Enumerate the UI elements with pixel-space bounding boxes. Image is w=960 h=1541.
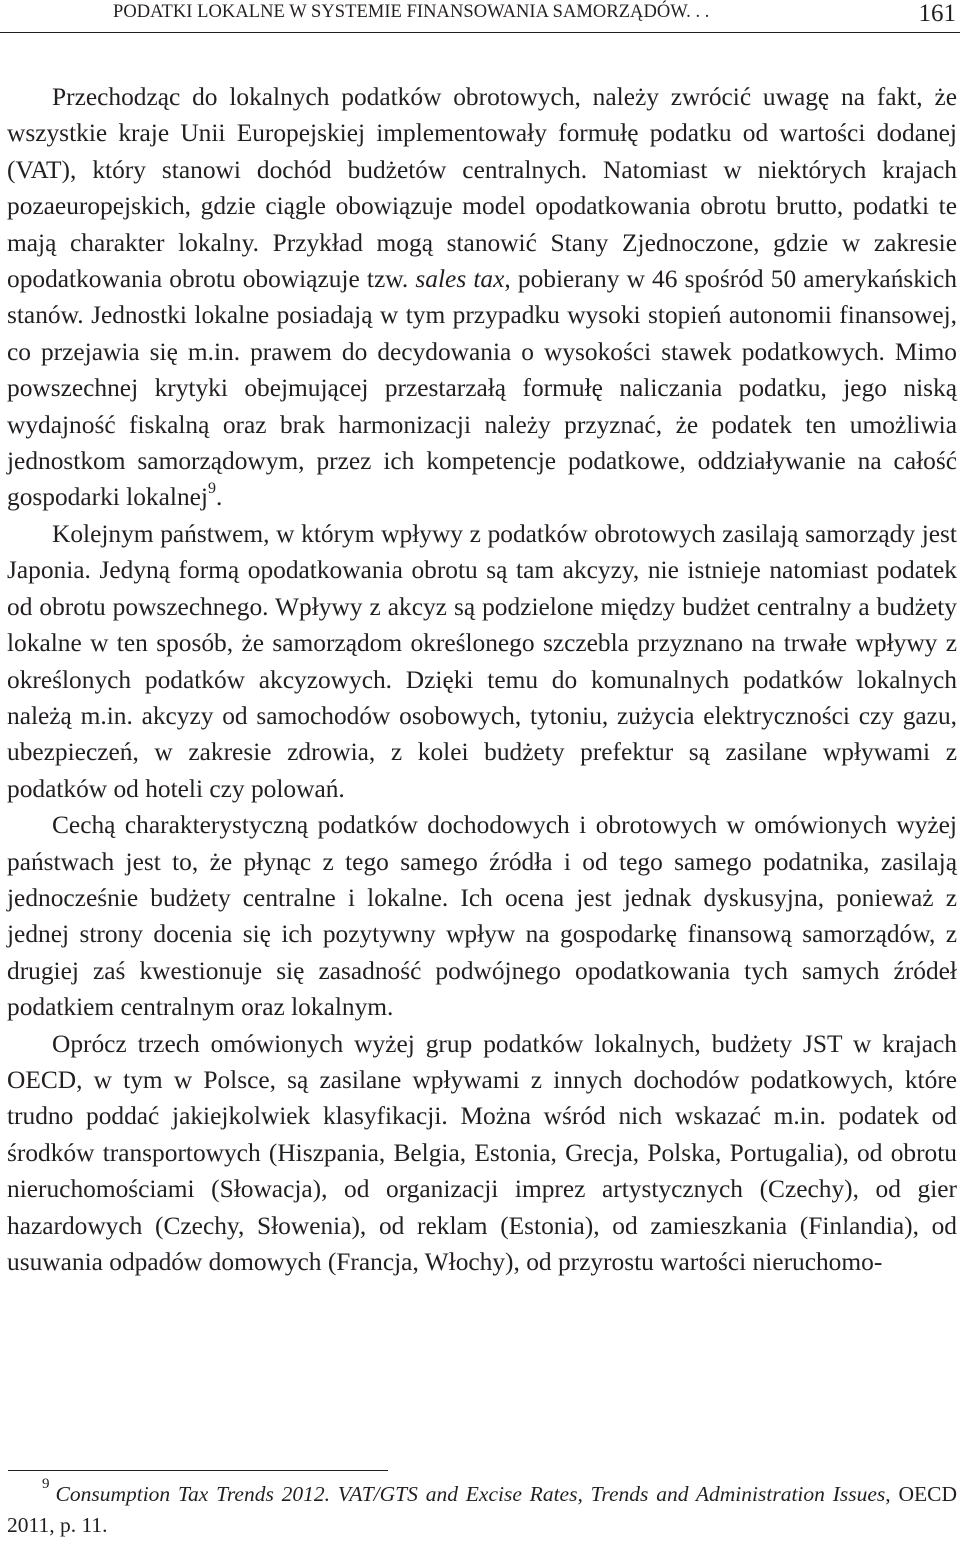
- paragraph-2: Kolejnym państwem, w którym wpływy z podatków obrotowych zasilają samorządy jest Japonia. Jedyną formą opodatkowania obrotu są tam akcyzy, nie istnieje natomiast podatek od obrotu powszechnego. Wpływy z akcyz są podzielone między budżet centralny a budżety lokalne w ten sposób, że samorządom określonego szczebla przyznano na trwałe wpływy z określonych podatków akcyzowych. Dzięki temu do komunalnych podatków lokalnych należą m.in. akcyzy od samochodów osobowych, tytoniu, zużycia elektryczności czy gazu, ubezpieczeń, w zakresie zdrowia, z kolei budżety prefektur są zasilane wpływami z podatków od hoteli czy polowań.: [7, 519, 957, 803]
- footnote-divider: [8, 1470, 388, 1471]
- paragraph-3: Cechą charakterystyczną podatków dochodowych i obrotowych w omówionych wyżej państwach jest to, że płynąc z tego samego źródła i od tego samego podatnika, zasilają jednocześnie budżety centralne i lokalne. Ich ocena jest jednak dyskusyjna, ponieważ z jednej strony docenia się ich pozytywny wpływ na gospodarkę finansową samorządów, z drugiej zaś kwestionuje się zasadność podwójnego opodatkowania tych samych źródeł podatkiem centralnym oraz lokalnym.: [7, 811, 957, 1022]
- body-text: [7, 79, 957, 1280]
- page-number: 161: [918, 0, 956, 27]
- footnote: [7, 1475, 957, 1541]
- paragraph-1: [7, 79, 957, 516]
- paragraph-1-text-c: .: [215, 483, 223, 512]
- running-head: PODATKI LOKALNE W SYSTEMIE FINANSOWANIA SAMORZĄDÓW. . .: [113, 2, 710, 22]
- paragraph-1-text-b: , pobierany w 46 spośród 50 amerykańskich stanów. Jednostki lokalne posiadają w tym przypadku wysoki stopień autonomii finansowej, co przejawia się m.in. prawem do decydowania o wysokości stawek podatkowych. Mimo powszechnej krytyki obejmującej przestarzałą formułę naliczania podatku, jego niską wydajność fiskalną oraz brak harmonizacji należy przyznać, że podatek ten umożliwia jednostkom samorządowym, przez ich kompetencje podatkowe, oddziaływanie na całość gospodarki lokalnej: [7, 265, 957, 512]
- page-header: [0, 0, 960, 33]
- paragraph-1-text-a: Przechodząc do lokalnych podatków obrotowych, należy zwrócić uwagę na fakt, że wszystkie kraje Unii Europejskiej implementowały formułę podatku od wartości dodanej (VAT), który stanowi dochód budżetów centralnych. Natomiast w niektórych krajach pozaeuropejskich, gdzie ciągle obowiązuje model opodatkowania obrotu brutto, podatki te mają charakter lokalny. Przykład mogą stanowić Stany Zjednoczone, gdzie w zakresie opodatkowania obrotu obowiązuje tzw.: [7, 83, 957, 294]
- footnote-source: , OECD 2011, p. 11.: [7, 1482, 957, 1537]
- footnote-reference[interactable]: 9: [207, 480, 216, 497]
- footnote-number: 9: [42, 1475, 50, 1492]
- footnote-title: Consumption Tax Trends 2012. VAT/GTS and Excise Rates, Trends and Administration Issues: [55, 1482, 886, 1506]
- paragraph-4: Oprócz trzech omówionych wyżej grup podatków lokalnych, budżety JST w krajach OECD, w tym w Polsce, są zasilane wpływami z innych dochodów podatkowych, które trudno poddać jakiejkolwiek klasyfikacji. Można wśród nich wskazać m.in. podatek od środków transportowych (Hiszpania, Belgia, Estonia, Grecja, Polska, Portugalia), od obrotu nieruchomościami (Słowacja), od organizacji imprez artystycznych (Czechy), od gier hazardowych (Czechy, Słowenia), od reklam (Estonia), od zamieszkania (Finlandia), od usuwania odpadów domowych (Francja, Włochy), od przyrostu wartości nieruchomo-: [7, 1029, 957, 1276]
- paragraph-1-italic-term: sales tax: [415, 265, 505, 294]
